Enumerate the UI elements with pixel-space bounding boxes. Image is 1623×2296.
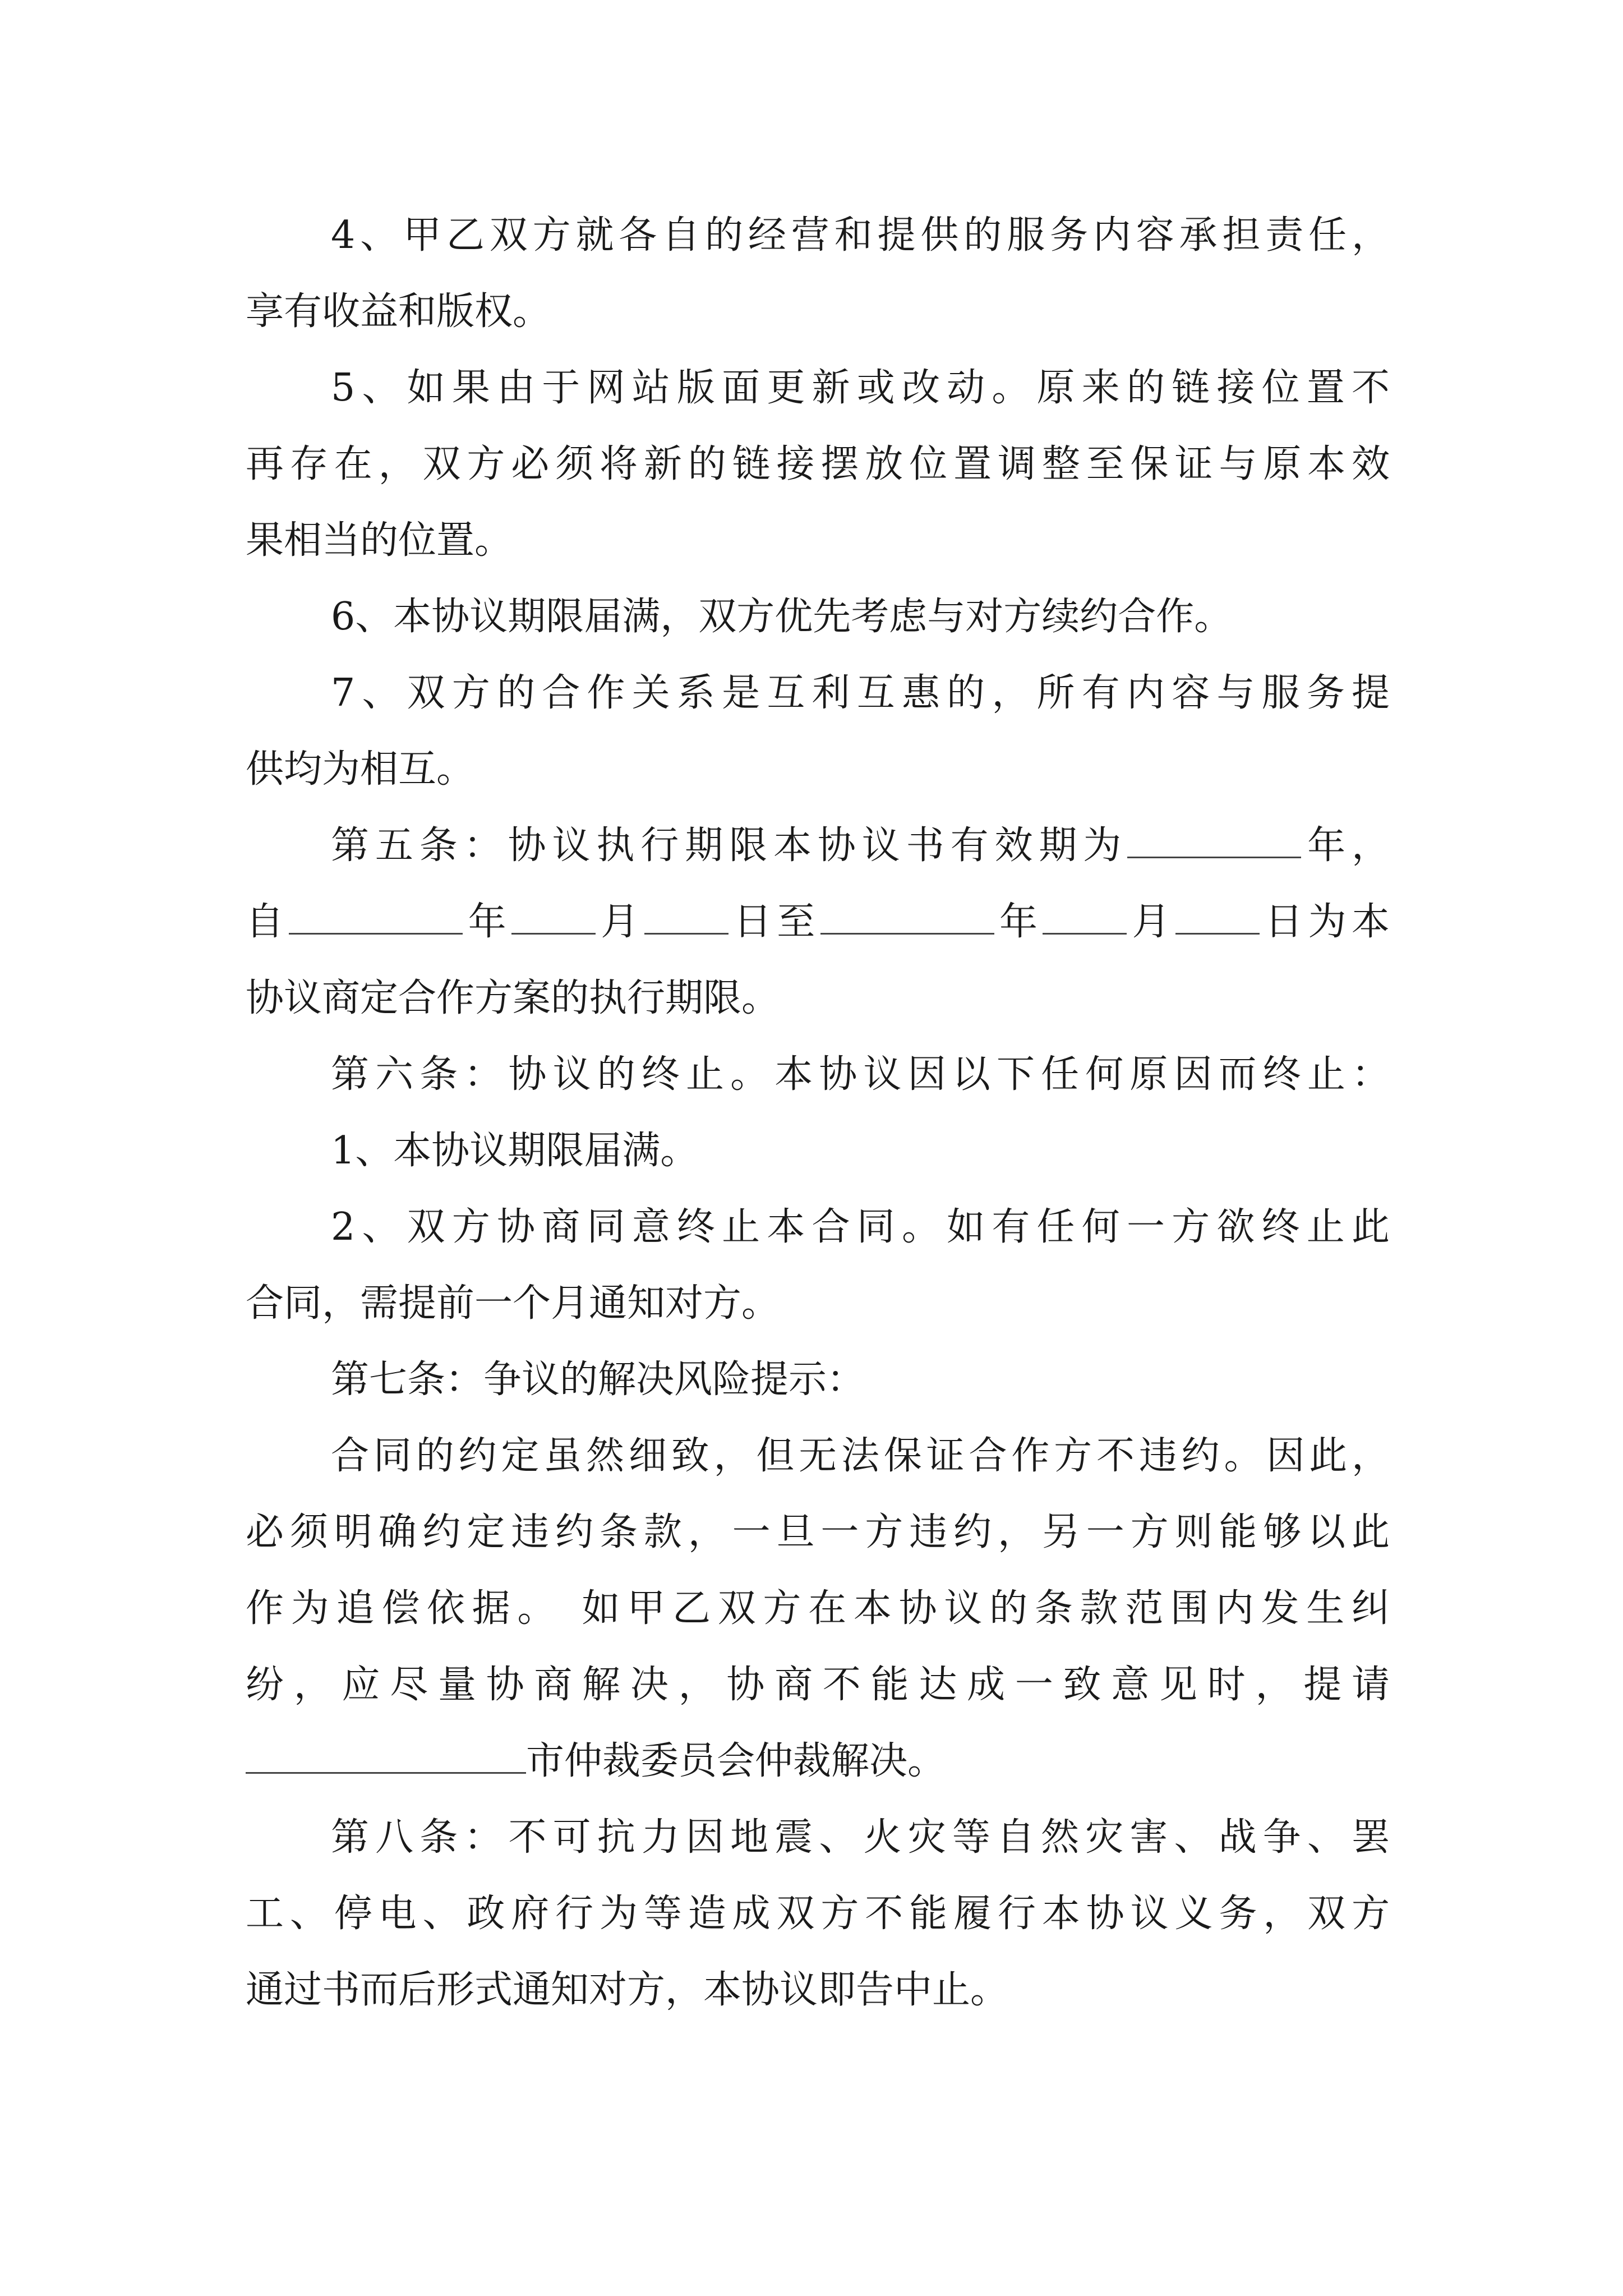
- article-8-line-2: 工、停电、政府行为等造成双方不能履行本协议义务，双方: [246, 1892, 1390, 1936]
- end-year-blank[interactable]: [820, 899, 994, 935]
- arbitration-tail-text: 市仲裁委员会仲裁解决。: [526, 1739, 946, 1783]
- article-5-text-a: 第五条：协议执行期限本协议书有效期为: [331, 823, 1128, 868]
- start-day-label: 日至: [728, 900, 820, 944]
- article-7-line-4: 纷，应尽量协商解决，协商不能达成一致意见时，提请: [246, 1663, 1390, 1707]
- article-8-line-1: 第八条：不可抗力因地震、火灾等自然灾害、战争、罢: [331, 1815, 1390, 1860]
- clause-7-line-2: 供均为相互。: [246, 747, 475, 792]
- clause-4-line-2: 享有收益和版权。: [246, 289, 551, 334]
- end-day-blank[interactable]: [1175, 899, 1260, 935]
- clause-6-line-1: 6、本协议期限届满，双方优先考虑与对方续约合作。: [331, 595, 1233, 639]
- article-5-line-2: [246, 884, 1390, 960]
- start-year-blank[interactable]: [289, 899, 463, 935]
- clause-5-line-2: 再存在，双方必须将新的链接摆放位置调整至保证与原本效: [246, 442, 1390, 486]
- article-5-line-1: [246, 808, 1390, 884]
- end-year-label: 年: [994, 900, 1043, 944]
- article-6-item-2-line-2: 合同，需提前一个月通知对方。: [246, 1281, 780, 1326]
- article-8-line-3: 通过书而后形式通知对方，本协议即告中止。: [246, 1968, 1009, 2012]
- start-month-blank[interactable]: [511, 899, 596, 935]
- end-month-label: 月: [1127, 900, 1175, 944]
- end-day-label: 日为本: [1259, 900, 1390, 944]
- article-6-item-1: 1、本协议期限届满。: [331, 1129, 699, 1173]
- article-7-line-5: [246, 1723, 1390, 1800]
- article-5-text-b: 年，: [1301, 823, 1390, 868]
- clause-4-line-1: 4、甲乙双方就各自的经营和提供的服务内容承担责任，: [331, 213, 1390, 257]
- document-body: [246, 197, 1390, 2028]
- validity-years-blank[interactable]: [1127, 823, 1301, 858]
- article-7-heading: 第七条：争议的解决风险提示：: [331, 1358, 865, 1402]
- article-7-line-3: 作为追偿依据。 如甲乙双方在本协议的条款范围内发生纠: [246, 1586, 1390, 1631]
- arbitration-city-blank[interactable]: [246, 1738, 526, 1774]
- start-day-blank[interactable]: [644, 899, 728, 935]
- article-7-line-2: 必须明确约定违约条款，一旦一方违约，另一方则能够以此: [246, 1510, 1390, 1554]
- start-month-label: 月: [595, 900, 644, 944]
- article-5-line-3: 协议商定合作方案的执行期限。: [246, 976, 780, 1020]
- article-6-item-2-line-1: 2、双方协商同意终止本合同。如有任何一方欲终止此: [331, 1205, 1390, 1249]
- article-7-line-1: 合同的约定虽然细致，但无法保证合作方不违约。因此，: [331, 1434, 1390, 1478]
- article-6-line-1: 第六条：协议的终止。本协议因以下任何原因而终止：: [331, 1052, 1390, 1097]
- clause-7-line-1: 7、双方的合作关系是互利互惠的，所有内容与服务提: [331, 671, 1390, 715]
- date-from-label: 自: [246, 900, 289, 944]
- start-year-label: 年: [463, 900, 511, 944]
- clause-5-line-1: 5、如果由于网站版面更新或改动。原来的链接位置不: [331, 366, 1390, 410]
- clause-5-line-3: 果相当的位置。: [246, 518, 513, 563]
- end-month-blank[interactable]: [1043, 899, 1127, 935]
